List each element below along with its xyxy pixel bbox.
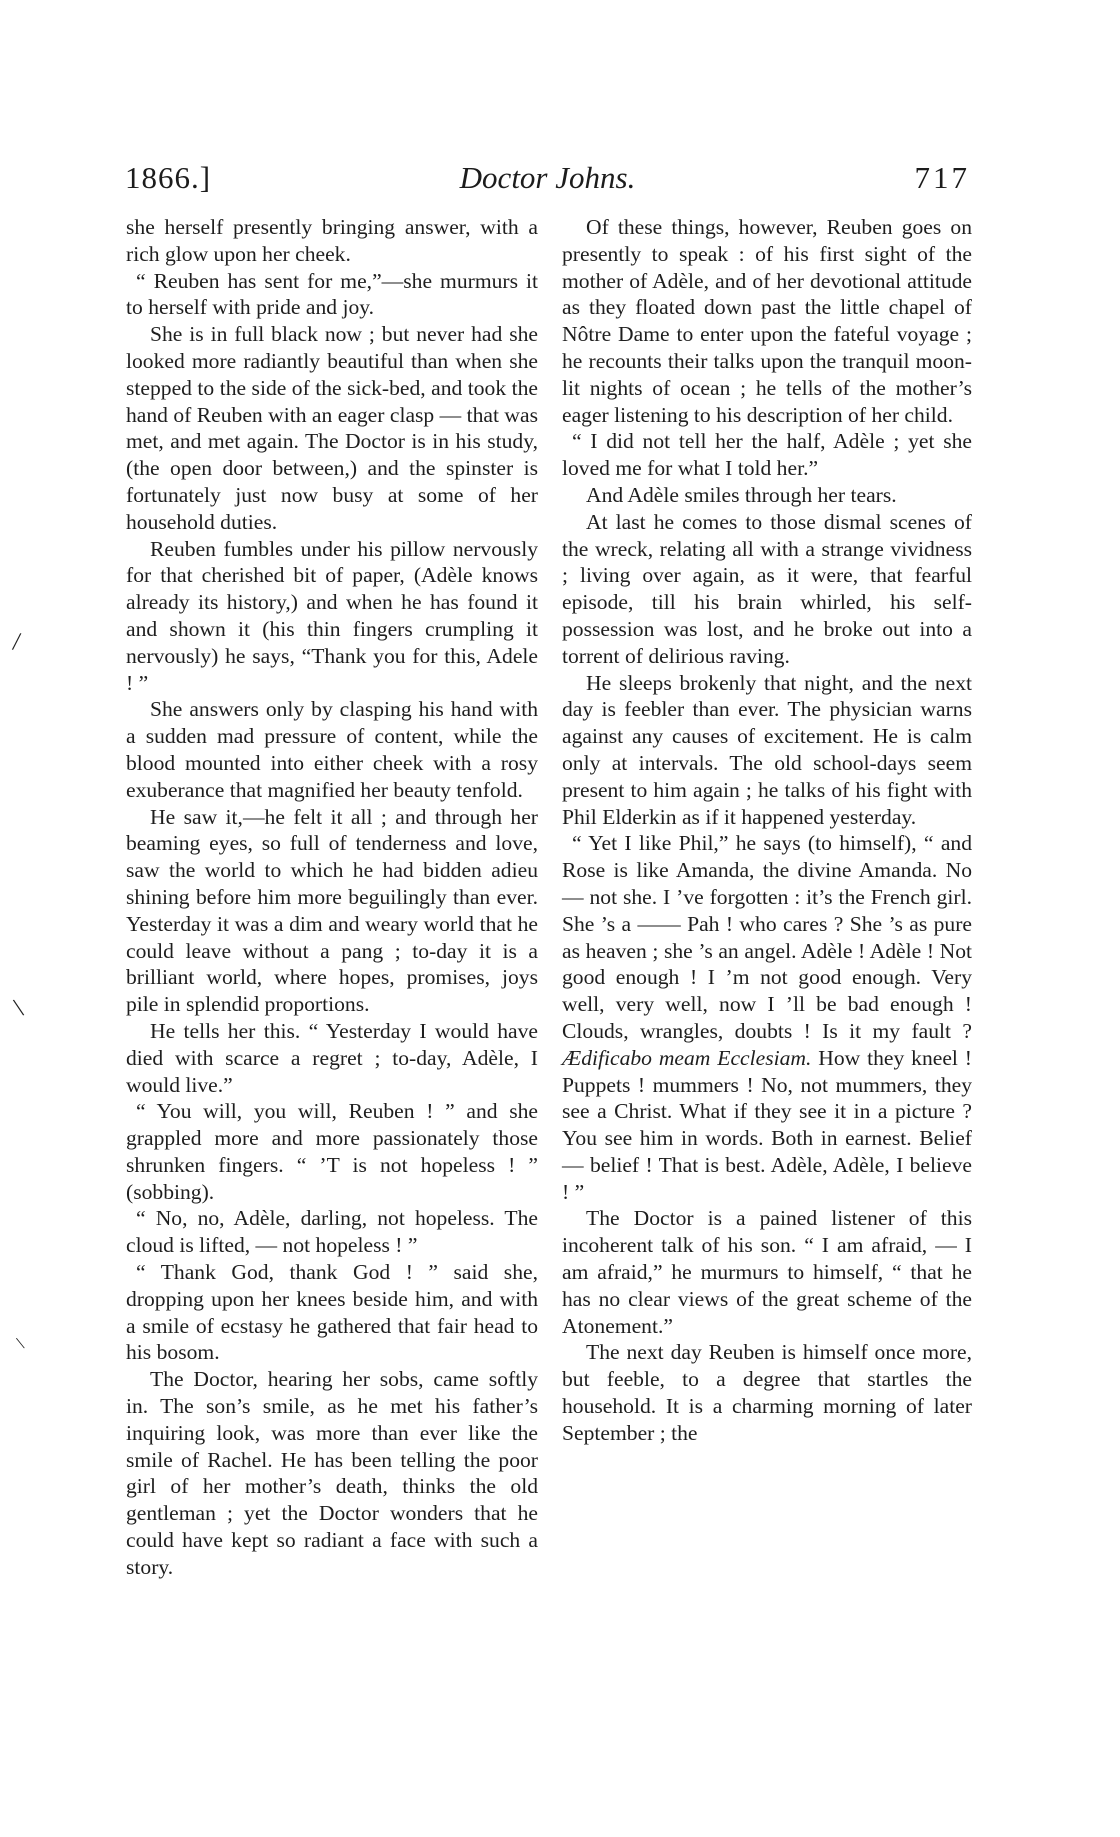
header-year: 1866.] bbox=[125, 160, 212, 195]
paragraph: And Adèle smiles through her tears. bbox=[586, 482, 897, 507]
margin-pencil-mark: \ bbox=[14, 1332, 27, 1354]
header-title: Doctor Johns. bbox=[459, 160, 636, 195]
left-column bbox=[126, 214, 538, 1581]
margin-pencil-mark: / bbox=[11, 626, 23, 657]
paragraph: The next day Reuben is himself once more, but feeble, to a degree that startles the household. It is a charming morning of later September ; the bbox=[562, 1340, 972, 1445]
paragraph: He sleeps brokenly that night, and the next day is feebler than ever. The physician warns against any causes of excitement. He is calm only at intervals. The old school-days seem present to him again ; he talks of his fight with Phil Elderkin as if it happened yesterday. bbox=[562, 670, 972, 829]
paragraph: The Doctor, hearing her sobs, came softly in. The son’s smile, as he met his father’s inquiring look, was more than ever like the smile of Rachel. He has been telling the poor girl of her mother’s death, thinks the old gentleman ; yet the Doctor wonders that he could have kept so radiant a face with such a story. bbox=[126, 1367, 538, 1579]
paragraph: Reuben fumbles under his pillow nervously for that cherished bit of paper, (Adèle knows already its history,) and when he has found it and shown it (his thin fingers crumpling it nervously) he says, “Thank you for this, Adele ! ” bbox=[126, 536, 538, 695]
paragraph: Of these things, however, Reuben goes on presently to speak : of his first sight of the mother of Adèle, and of her devotional attitude as they floated down past the little chapel of Nôtre Dame to enter upon the fateful voyage ; he recounts their talks upon the tranquil moon-lit nights of ocean ; he tells of the mother’s eager listening to his description of her child. bbox=[562, 215, 972, 427]
paragraph: He saw it,—he felt it all ; and through her beaming eyes, so full of tenderness and love, saw the world to which he had bidden adieu shining before him more beguilingly than ever. Yesterday it was a dim and weary world that he could leave without a pang ; to-day it is a brilliant world, where hopes, promises, joys pile in splendid proportions. bbox=[126, 804, 538, 1017]
text-run: How they kneel ! Puppets ! mummers ! No, not mummers, they see a Christ. What if they see it in a picture ? You see him in words. Both in earnest. Belief — belief ! That is best. Adèle, Adèle, I believe ! ” bbox=[562, 1045, 972, 1204]
paragraph: “ Reuben has sent for me,”—she murmurs it to herself with pride and joy. bbox=[126, 268, 538, 320]
running-header bbox=[125, 160, 970, 200]
text-run: “ Yet I like Phil,” he says (to himself), “ and Rose is like Amanda, the divine Amanda. No — not she. I ’ve forgotten : it’s the French girl. She ’s a —— Pah ! who cares ? She ’s as pure as heaven ; she ’s an angel. Adèle ! Adèle ! Not good enough ! I ’m not good enough. Very well, very well, now I ’ll be bad enough ! Clouds, wrangles, doubts ! Is it my fault ? bbox=[562, 831, 972, 1043]
margin-pencil-mark: \ bbox=[11, 992, 26, 1023]
paragraph: She answers only by clasping his hand with a sudden mad pressure of content, while the blood mounted into either cheek with a rosy exuberance that magnified her beauty tenfold. bbox=[126, 697, 538, 802]
paragraph: At last he comes to those dismal scenes of the wreck, relating all with a strange vividness ; living over again, as it were, that fearful episode, till his brain whirled, his self-possession was lost, and he broke out into a torrent of delirious raving. bbox=[562, 509, 972, 668]
paragraph: He tells her this. “ Yesterday I would have died with scarce a regret ; to-day, Adèle, I would live.” bbox=[126, 1018, 538, 1097]
right-column bbox=[562, 214, 972, 1447]
paragraph: “ You will, you will, Reuben ! ” and she grappled more and more passionately those shrunken fingers. “ ’T is not hopeless ! ” (sobbing). bbox=[126, 1099, 538, 1204]
paragraph: “ Thank God, thank God ! ” said she, dropping upon her knees beside him, and with a smile of ecstasy he gathered that fair head to his bosom. bbox=[126, 1260, 538, 1365]
paragraph-with-latin bbox=[562, 830, 972, 1205]
paragraph: “ I did not tell her the half, Adèle ; yet she loved me for what I told her.” bbox=[562, 429, 972, 481]
paragraph: She is in full black now ; but never had she looked more radiantly beautiful than when she stepped to the side of the sick-bed, and took the hand of Reuben with an eager clasp — that was met, and met again. The Doctor is in his study, (the open door between,) and the spinster is fortunately just now busy at some of her household duties. bbox=[126, 322, 538, 534]
page-number: 717 bbox=[914, 160, 970, 195]
paragraph: The Doctor is a pained listener of this incoherent talk of his son. “ I am afraid, — I am afraid,” he murmurs to himself, “ that he has no clear views of the great scheme of the Atonement.” bbox=[562, 1206, 972, 1338]
latin-phrase: Ædificabo meam Ecclesiam. bbox=[562, 1045, 812, 1070]
paragraph: “ No, no, Adèle, darling, not hopeless. The cloud is lifted, — not hopeless ! ” bbox=[126, 1206, 538, 1258]
paragraph: she herself presently bringing answer, with a rich glow upon her cheek. bbox=[126, 215, 538, 266]
